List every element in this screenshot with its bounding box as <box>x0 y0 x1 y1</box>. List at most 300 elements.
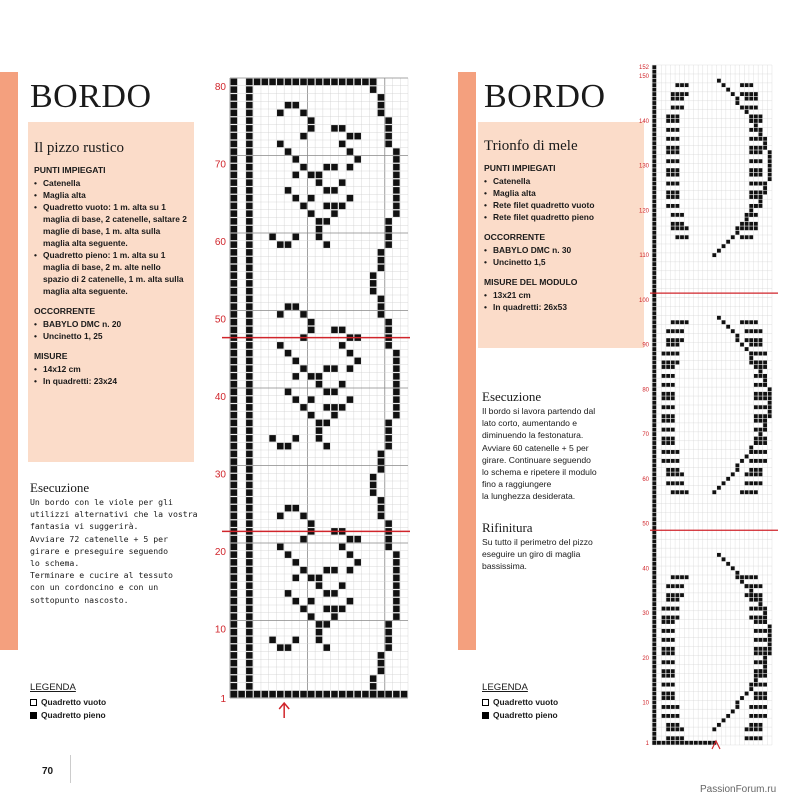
filled-cell <box>671 647 675 651</box>
filled-cell <box>652 633 656 637</box>
filled-cell <box>331 590 338 597</box>
filled-cell <box>246 598 253 605</box>
filled-cell <box>231 637 238 644</box>
filled-cell <box>754 123 758 127</box>
filled-cell <box>759 584 763 588</box>
filled-cell <box>749 736 753 740</box>
filled-cell <box>754 119 758 123</box>
filled-cell <box>759 374 763 378</box>
filled-cell <box>754 115 758 119</box>
filled-cell <box>362 79 369 86</box>
filled-cell <box>246 296 253 303</box>
filled-cell <box>652 101 656 105</box>
filled-cell <box>393 210 400 217</box>
filled-cell <box>331 125 338 132</box>
filled-cell <box>231 265 238 272</box>
filled-cell <box>675 83 679 87</box>
filled-cell <box>671 150 675 154</box>
filled-cell <box>323 420 330 427</box>
filled-cell <box>385 218 392 225</box>
filled-cell <box>385 420 392 427</box>
filled-cell <box>293 102 300 109</box>
filled-cell <box>662 660 666 664</box>
filled-cell <box>285 350 292 357</box>
filled-cell <box>316 427 323 434</box>
filled-cell <box>393 350 400 357</box>
filled-cell <box>277 110 284 117</box>
filled-cell <box>331 164 338 171</box>
filled-cell <box>385 544 392 551</box>
tick-label: 40 <box>642 566 649 573</box>
filled-cell <box>662 365 666 369</box>
filled-cell <box>347 148 354 155</box>
right-accent-bar <box>458 72 476 650</box>
filled-cell <box>339 691 346 698</box>
filled-cell <box>666 741 670 745</box>
filled-cell <box>671 741 675 745</box>
filled-cell <box>285 303 292 310</box>
filled-cell <box>393 381 400 388</box>
filled-cell <box>378 466 385 473</box>
filled-cell <box>763 616 767 620</box>
filled-cell <box>754 352 758 356</box>
filled-cell <box>231 396 238 403</box>
filled-cell <box>285 644 292 651</box>
filled-cell <box>749 213 753 217</box>
filled-cell <box>763 378 767 382</box>
filled-cell <box>671 182 675 186</box>
filled-cell <box>385 443 392 450</box>
filled-cell <box>652 271 656 275</box>
filled-cell <box>385 234 392 241</box>
filled-cell <box>671 459 675 463</box>
filled-cell <box>759 593 763 597</box>
filled-cell <box>726 88 730 92</box>
chart-grid <box>230 78 408 698</box>
filled-cell <box>652 173 656 177</box>
filled-cell <box>246 683 253 690</box>
tick-label: 50 <box>214 314 226 326</box>
filled-cell <box>749 195 753 199</box>
filled-cell <box>671 727 675 731</box>
filled-cell <box>745 226 749 230</box>
right-finish-title: Rifinitura <box>482 520 533 535</box>
filled-cell <box>717 486 721 490</box>
filled-cell <box>745 481 749 485</box>
filled-cell <box>246 621 253 628</box>
filled-cell <box>652 316 656 320</box>
filled-cell <box>754 226 758 230</box>
filled-cell <box>763 714 767 718</box>
filled-cell <box>652 499 656 503</box>
filled-cell <box>666 450 670 454</box>
filled-cell <box>231 148 238 155</box>
section-heading: PUNTI IMPIEGATI <box>484 163 556 173</box>
filled-cell <box>759 146 763 150</box>
filled-cell <box>759 159 763 163</box>
filled-cell <box>246 156 253 163</box>
filled-cell <box>652 526 656 530</box>
filled-cell <box>652 656 656 660</box>
filled-cell <box>652 723 656 727</box>
filled-cell <box>666 361 670 365</box>
filled-cell <box>666 607 670 611</box>
filled-cell <box>246 389 253 396</box>
filled-cell <box>708 741 712 745</box>
filled-cell <box>662 405 666 409</box>
filled-cell <box>666 383 670 387</box>
filled-cell <box>675 146 679 150</box>
filled-cell <box>231 86 238 93</box>
filled-cell <box>675 468 679 472</box>
filled-cell <box>675 705 679 709</box>
filled-cell <box>749 468 753 472</box>
filled-cell <box>231 613 238 620</box>
filled-cell <box>662 450 666 454</box>
filled-cell <box>652 244 656 248</box>
filled-cell <box>354 133 361 140</box>
filled-cell <box>749 361 753 365</box>
filled-cell <box>231 218 238 225</box>
filled-cell <box>231 241 238 248</box>
filled-cell <box>246 342 253 349</box>
right-legend-full: Quadretto pieno <box>482 710 558 720</box>
filled-cell <box>666 374 670 378</box>
filled-cell <box>735 463 739 467</box>
filled-cell <box>666 696 670 700</box>
filled-cell <box>652 123 656 127</box>
filled-cell <box>323 164 330 171</box>
filled-cell <box>754 343 758 347</box>
filled-cell <box>347 133 354 140</box>
filled-cell <box>339 544 346 551</box>
filled-cell <box>740 92 744 96</box>
filled-cell <box>370 489 377 496</box>
filled-cell <box>652 414 656 418</box>
filled-cell <box>759 365 763 369</box>
filled-cell <box>759 428 763 432</box>
tick-label: 130 <box>638 163 649 170</box>
filled-cell <box>293 637 300 644</box>
filled-cell <box>675 741 679 745</box>
filled-cell <box>246 404 253 411</box>
filled-cell <box>393 172 400 179</box>
filled-cell <box>763 647 767 651</box>
filled-cell <box>300 567 307 574</box>
filled-cell <box>671 159 675 163</box>
filled-cell <box>231 458 238 465</box>
filled-cell <box>717 79 721 83</box>
filled-cell <box>323 365 330 372</box>
filled-cell <box>675 329 679 333</box>
filled-cell <box>231 172 238 179</box>
filled-cell <box>722 481 726 485</box>
filled-cell <box>763 696 767 700</box>
filled-cell <box>308 327 315 334</box>
filled-cell <box>231 195 238 202</box>
filled-cell <box>323 203 330 210</box>
filled-cell <box>231 559 238 566</box>
filled-cell <box>308 412 315 419</box>
filled-cell <box>768 155 772 159</box>
list-item: • In quadretti: 26x53 <box>484 301 638 313</box>
filled-cell <box>285 551 292 558</box>
filled-cell <box>666 137 670 141</box>
filled-cell <box>763 683 767 687</box>
filled-cell <box>231 652 238 659</box>
filled-cell <box>393 567 400 574</box>
filled-cell <box>666 173 670 177</box>
filled-cell <box>671 106 675 110</box>
filled-cell <box>246 520 253 527</box>
filled-cell <box>331 606 338 613</box>
filled-cell <box>749 589 753 593</box>
filled-cell <box>231 420 238 427</box>
filled-cell <box>768 150 772 154</box>
filled-cell <box>652 226 656 230</box>
filled-cell <box>300 404 307 411</box>
filled-cell <box>652 647 656 651</box>
filled-cell <box>246 497 253 504</box>
section-list <box>34 363 188 387</box>
filled-cell <box>246 466 253 473</box>
filled-cell <box>722 557 726 561</box>
filled-cell <box>652 593 656 597</box>
filled-cell <box>652 302 656 306</box>
filled-cell <box>652 736 656 740</box>
filled-cell <box>675 714 679 718</box>
filled-cell <box>666 168 670 172</box>
section-heading: PUNTI IMPIEGATI <box>34 165 106 175</box>
filled-cell <box>763 450 767 454</box>
filled-cell <box>652 584 656 588</box>
section-list <box>484 289 638 313</box>
filled-cell <box>662 741 666 745</box>
filled-cell <box>763 674 767 678</box>
filled-cell <box>652 186 656 190</box>
filled-cell <box>763 665 767 669</box>
filled-cell <box>652 423 656 427</box>
filled-cell <box>666 692 670 696</box>
filled-cell <box>763 414 767 418</box>
filled-cell <box>231 141 238 148</box>
filled-cell <box>671 629 675 633</box>
filled-cell <box>675 598 679 602</box>
filled-cell <box>652 97 656 101</box>
filled-cell <box>675 361 679 365</box>
filled-cell <box>231 474 238 481</box>
filled-cell <box>666 651 670 655</box>
filled-cell <box>712 253 716 257</box>
filled-cell <box>671 651 675 655</box>
filled-cell <box>680 490 684 494</box>
filled-cell <box>277 644 284 651</box>
filled-cell <box>652 727 656 731</box>
filled-cell <box>385 342 392 349</box>
filled-cell <box>675 168 679 172</box>
filled-cell <box>745 106 749 110</box>
filled-cell <box>754 450 758 454</box>
filled-cell <box>749 235 753 239</box>
filled-cell <box>754 396 758 400</box>
filled-cell <box>339 141 346 148</box>
filled-cell <box>759 383 763 387</box>
filled-cell <box>763 629 767 633</box>
filled-cell <box>680 593 684 597</box>
filled-cell <box>662 638 666 642</box>
filled-cell <box>652 428 656 432</box>
filled-cell <box>652 374 656 378</box>
filled-cell <box>300 365 307 372</box>
filled-cell <box>378 660 385 667</box>
filled-cell <box>759 392 763 396</box>
filled-cell <box>749 481 753 485</box>
filled-cell <box>754 593 758 597</box>
filled-cell <box>749 150 753 154</box>
filled-cell <box>246 373 253 380</box>
filled-cell <box>768 625 772 629</box>
filled-cell <box>759 723 763 727</box>
filled-cell <box>385 133 392 140</box>
filled-cell <box>759 200 763 204</box>
filled-cell <box>759 119 763 123</box>
filled-cell <box>246 241 253 248</box>
filled-cell <box>740 106 744 110</box>
filled-cell <box>339 179 346 186</box>
filled-cell <box>666 128 670 132</box>
filled-cell <box>231 404 238 411</box>
filled-cell <box>675 723 679 727</box>
filled-cell <box>666 727 670 731</box>
list-item: • Quadretto pieno: 1 m. alta su 1 maglia di base, 2 m. alte nello spazio di 2 catenelle, 1 m. alta sulla maglia alta seguente. <box>34 249 188 297</box>
filled-cell <box>231 644 238 651</box>
filled-cell <box>759 329 763 333</box>
list-item: • 13x21 cm <box>484 289 638 301</box>
filled-cell <box>675 235 679 239</box>
filled-cell <box>652 213 656 217</box>
list-item: • In quadretti: 23x24 <box>34 375 188 387</box>
filled-cell <box>378 311 385 318</box>
filled-cell <box>652 589 656 593</box>
filled-cell <box>231 210 238 217</box>
filled-cell <box>246 567 253 574</box>
filled-cell <box>231 482 238 489</box>
filled-cell <box>749 616 753 620</box>
filled-cell <box>246 536 253 543</box>
filled-cell <box>671 414 675 418</box>
filled-cell <box>754 383 758 387</box>
filled-cell <box>246 513 253 520</box>
filled-cell <box>652 132 656 136</box>
filled-cell <box>662 616 666 620</box>
filled-cell <box>347 365 354 372</box>
filled-cell <box>246 652 253 659</box>
filled-cell <box>759 370 763 374</box>
filled-cell <box>675 150 679 154</box>
filled-cell <box>308 691 315 698</box>
filled-cell <box>331 187 338 194</box>
tick-label: 20 <box>214 546 226 558</box>
filled-cell <box>763 146 767 150</box>
filled-cell <box>331 365 338 372</box>
filled-cell <box>652 455 656 459</box>
filled-cell <box>754 168 758 172</box>
filled-cell <box>662 629 666 633</box>
filled-cell <box>652 110 656 114</box>
filled-cell <box>652 334 656 338</box>
filled-cell <box>740 696 744 700</box>
filled-cell <box>246 427 253 434</box>
filled-cell <box>712 490 716 494</box>
filled-cell <box>731 566 735 570</box>
filled-cell <box>652 70 656 74</box>
filled-cell <box>754 106 758 110</box>
filled-cell <box>231 497 238 504</box>
tick-label: 10 <box>642 700 649 707</box>
filled-cell <box>712 727 716 731</box>
filled-cell <box>316 637 323 644</box>
filled-cell <box>652 463 656 467</box>
filled-square-icon <box>482 712 489 719</box>
filled-cell <box>726 714 730 718</box>
filled-cell <box>754 620 758 624</box>
filled-cell <box>722 718 726 722</box>
filled-cell <box>671 669 675 673</box>
filled-cell <box>652 293 656 297</box>
filled-cell <box>331 203 338 210</box>
filled-cell <box>759 692 763 696</box>
filled-cell <box>685 83 689 87</box>
filled-cell <box>378 505 385 512</box>
filled-cell <box>666 195 670 199</box>
filled-cell <box>354 559 361 566</box>
filled-cell <box>759 195 763 199</box>
filled-cell <box>671 361 675 365</box>
filled-cell <box>378 451 385 458</box>
filled-cell <box>754 365 758 369</box>
filled-cell <box>385 536 392 543</box>
filled-cell <box>347 396 354 403</box>
filled-cell <box>652 638 656 642</box>
filled-cell <box>666 683 670 687</box>
filled-cell <box>652 285 656 289</box>
filled-cell <box>759 432 763 436</box>
filled-cell <box>347 691 354 698</box>
filled-cell <box>740 222 744 226</box>
filled-cell <box>246 172 253 179</box>
filled-cell <box>749 115 753 119</box>
filled-cell <box>763 374 767 378</box>
filled-cell <box>754 437 758 441</box>
filled-cell <box>385 637 392 644</box>
filled-cell <box>246 164 253 171</box>
filled-cell <box>285 148 292 155</box>
filled-cell <box>231 443 238 450</box>
filled-cell <box>370 272 377 279</box>
filled-cell <box>662 437 666 441</box>
filled-cell <box>671 173 675 177</box>
filled-cell <box>652 696 656 700</box>
filled-cell <box>749 173 753 177</box>
filled-cell <box>323 443 330 450</box>
filled-cell <box>754 419 758 423</box>
filled-cell <box>671 450 675 454</box>
filled-cell <box>246 691 253 698</box>
filled-cell <box>749 593 753 597</box>
filled-cell <box>717 249 721 253</box>
filled-cell <box>763 405 767 409</box>
filled-cell <box>662 352 666 356</box>
